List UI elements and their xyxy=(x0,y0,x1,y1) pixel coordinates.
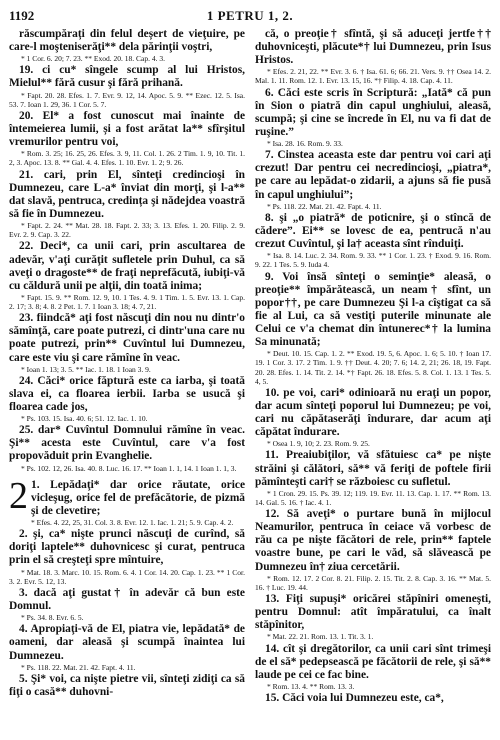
cross-reference: * Ioan 1. 13; 3. 5. ** Iac. 1. 18. 1 Ioan 3. 9. xyxy=(21,364,151,374)
cross-reference: * Osea 1. 9, 10; 2. 23. Rom. 9. 25. xyxy=(267,439,370,449)
verse: 8. şi „o piatră* de poticnire, şi o stîncă de cădere”. Ei** se lovesc de ea, pentrucă n'au crezut Cuvîntul, şi la† aceasta sînt rînduiţi. xyxy=(255,211,491,251)
verse: 24. Căci* orice făptură este ca iarba, şi toată slava ei, ca floarea ierbii. Iarba se usucă şi floarea cade jos, xyxy=(9,374,245,413)
left-verses-chapter-2 xyxy=(9,528,245,699)
right-column xyxy=(255,28,491,705)
cross-reference: * Fapt. 15. 9. ** Rom. 12. 9, 10. 1 Tes. 4. 9. 1 Tim. 1. 5. Evr. 13. 1. Cap. 2. 17; 3. 8; 4. 8. 2 Pet. 1. 7. 1 Ioan 3. 18; 4. 7, 21. xyxy=(9,292,245,312)
verse: 13. Fiţi supuşi* oricărei stăpîniri omeneşti, pentru Domnul: atît împăratului, ca înalt stăpînitor, xyxy=(255,593,491,632)
verse: 9. Voi însă sînteţi o seminţie* aleasă, o preoţie** împărătească, un neam† sfînt, un popor††, pe care Dumnezeu Şi l-a cîştigat ca să fie al Lui, ca să vestiţi puterile minunate ale Celui ce v'a chemat din întunerec*† la lumina Sa minunată; xyxy=(255,270,491,348)
cross-reference: * Ps. 118. 22. Mat. 21. 42. Fapt. 4. 11. xyxy=(21,662,136,672)
verse: 12. Să aveţi* o purtare bună în mijlocul Neamurilor, pentruca în ceiace vă vorbesc de rău ca pe nişte făcători de rele, prin** faptele voastre bune, pe cari le văd, să slăvească pe Dumnezeu în† ziua cercetării. xyxy=(255,508,491,573)
right-verses xyxy=(255,28,491,705)
verse: 4. Apropiaţi-vă de El, piatra vie, lepădată* de oameni, dar aleasă şi scumpă înaintea lui Dumnezeu. xyxy=(9,623,245,662)
chapter-opening-verses xyxy=(31,479,245,528)
cross-reference: * Rom. 13. 4. ** Rom. 13. 3. xyxy=(267,681,355,691)
verse: 7. Cinstea aceasta este dar pentru voi cari aţi crezut! Dar pentru cei necredincioşi, „piatra*, pe care au lepădat-o zidarii, a ajuns să fie pusă în capul unghiului”; xyxy=(255,149,491,201)
left-column xyxy=(9,28,245,705)
chapter-2-start xyxy=(9,474,245,528)
verse: 2. şi, ca* nişte prunci născuţi de curînd, să doriţi laptele** duhovnicesc şi curat, pentruca prin el să creşteţi spre mîntuire, xyxy=(9,528,245,567)
cross-reference: * Ps. 102. 12, 26. Isa. 40. 8. Luc. 16. 17. ** Ioan 1. 1, 14. 1 Ioan 1. 1, 3. xyxy=(21,463,237,473)
cross-reference: * Mat. 22. 21. Rom. 13. 1. Tit. 3. 1. xyxy=(267,632,374,642)
cross-reference: * Ps. 118. 22. Mat. 21. 42. Fapt. 4. 11. xyxy=(267,201,382,211)
cross-reference: * Fapt. 2. 24. ** Mat. 28. 18. Fapt. 2. 33; 3. 13. Efes. 1. 20. Filip. 2. 9. Evr. 2. 9. Cap. 3. 22. xyxy=(9,221,245,240)
text-columns xyxy=(9,28,491,705)
cross-reference: * Ps. 103. 15. Isa. 40. 6; 51. 12. Iac. 1. 10. xyxy=(21,414,148,424)
verse: 19. ci cu* sîngele scump al lui Hristos, Mielul** fără cusur şi fără prihană. xyxy=(9,64,245,90)
cross-reference: * 1 Cor. 6. 20; 7. 23. ** Exod. 20. 18. Cap. 4. 3. xyxy=(21,54,165,64)
verse: că, o preoţie† sfîntă, şi să aduceţi jertfe†† duhovniceşti, plăcute*† lui Dumnezeu, prin Isus Hristos. xyxy=(255,28,491,67)
verse: 3. dacă aţi gustat† în adevăr că bun este Domnul. xyxy=(9,586,245,613)
cross-reference: * Deut. 10. 15. Cap. 1. 2. ** Exod. 19. 5, 6. Apoc. 1. 6; 5. 10. † Ioan 17. 19. 1 Cor. 3. 17. 2 Tim. 1. 9. †† Deut. 4. 20; 7. 6; 14. 2, 21; 26. 18, 19. Fapt. 20. 28. Efes. 1. 14. Tit. 2. 14. *† Fapt. 26. 18. Efes. 5. 8. Col. 1. 13. 1 Tes. 5. 4, 5. xyxy=(255,349,491,386)
verse: 10. pe voi, cari* odinioară nu eraţi un popor, dar acum sînteţi poporul lui Dumnezeu; pe voi, cari nu căpătaserăţi îndurare, dar acum aţi căpătat îndurare. xyxy=(255,386,491,439)
cross-reference: * Ps. 34. 8. Evr. 6. 5. xyxy=(21,613,84,623)
cross-reference: * Mat. 18. 3. Marc. 10. 15. Rom. 6. 4. 1 Cor. 14. 20. Cap. 1. 23. ** 1 Cor. 3. 2. Evr. 5. 12, 13. xyxy=(9,567,245,586)
cross-reference: * Rom. 12. 17. 2 Cor. 8. 21. Filip. 2. 15. Tit. 2. 8. Cap. 3. 16. ** Mat. 5. 16. † Luc. 19. 44. xyxy=(255,573,491,592)
verse: 1. Lepădaţi* dar orice răutate, orice vicleşug, orice fel de prefăcătorie, de pizmă şi de clevetire; xyxy=(31,478,245,517)
cross-reference: * Efes. 4. 22, 25, 31. Col. 3. 8. Evr. 12. 1. Iac. 1. 21; 5. 9. Cap. 4. 2. xyxy=(31,518,234,528)
cross-reference: * Isa. 8. 14. Luc. 2. 34. Rom. 9. 33. ** 1 Cor. 1. 23. † Exod. 9. 16. Rom. 9. 22. 1 Tes. 5. 9. Iuda 4. xyxy=(255,251,491,270)
verse: 23. fiindcă* aţi fost născuţi din nou nu dintr'o sămînţă, care poate putrezi, ci dintr'una care nu poate putrezi, prin** Cuvîntul lui Dumnezeu, care este viu şi care rămîne în veac. xyxy=(9,312,245,364)
cross-reference: * Rom. 3. 25; 16. 25, 26. Efes. 3. 9, 11. Col. 1. 26. 2 Tim. 1. 9, 10. Tit. 1. 2, 3. Apoc. 13. 8. ** Gal. 4. 4. Efes. 1. 10. Evr. 1. 2; 9. 26. xyxy=(9,149,245,168)
verse: 11. Preaiubiţilor, vă sfătuiesc ca* pe nişte străini şi călători, să** vă feriţi de poftele firii pămînteşti cari† se războiesc cu sufletul. xyxy=(255,449,491,488)
verse: 20. El* a fost cunoscut mai înainte de întemeierea lumii, și a fost arătat la** sfîrşitul vremurilor pentru voi, xyxy=(9,109,245,149)
verse: 5. Şi* voi, ca nişte pietre vii, sînteţi zidiţi ca să fiţi o casă** duhovni- xyxy=(9,672,245,698)
verse: 6. Căci este scris în Scriptură: „Iată* că pun în Sion o piatră din capul unghiului, aleasă, scumpă; şi cine se încrede în El, nu va fi dat de ruşine.” xyxy=(255,86,491,138)
page-header xyxy=(9,6,491,26)
page-number: 1192 xyxy=(9,8,35,23)
cross-reference: * 1 Cron. 29. 15. Ps. 39. 12; 119. 19. Evr. 11. 13. Cap. 1. 17. ** Rom. 13. 14. Gal. 5. 16. † Iac. 4. 1. xyxy=(255,488,491,507)
verse: 15. Căci voia lui Dumnezeu este, ca*, xyxy=(265,692,444,705)
verse: 22. Deci*, ca unii cari, prin ascultarea de adevăr, v'aţi curăţit sufletele prin Duhul, ca să aveţi o dragoste** de fraţi neprefăcută, iubiţi-vă cu căldură unii pe alţii, din toată inima; xyxy=(9,240,245,292)
cross-reference: * Fapt. 20. 28. Efes. 1. 7. Evr. 9. 12, 14. Apoc. 5. 9. ** Ezec. 12. 5. Isa. 53. 7. Ioan 1. 29, 36. 1 Cor. 5. 7. xyxy=(9,90,245,109)
cross-reference: * Efes. 2. 21, 22. ** Evr. 3. 6. † Isa. 61. 6; 66. 21. Vers. 9. †† Osea 14. 2. Mal. 1. 11. Rom. 12. 1. Evr. 13. 15, 16. *† Filip. 4. 18. Cap. 4. 11. xyxy=(255,67,491,86)
running-title: 1 PETRU 1, 2. xyxy=(206,8,294,23)
chapter-number: 2 xyxy=(9,474,28,517)
cross-reference: * Isa. 28. 16. Rom. 9. 33. xyxy=(267,139,343,149)
verse: 21. cari, prin El, sînteţi credincioşi în Dumnezeu, care L-a* înviat din morţi, şi l-a** dat slavă, pentruca, credința şi nădejdea voastră să fie în Dumnezeu. xyxy=(9,168,245,220)
verse: 14. cît şi dregătorilor, ca unii cari sînt trimeşi de el să* pedepsească pe făcătorii de rele, şi să** laude pe cei ce fac bine. xyxy=(255,642,491,681)
verse: răscumpărați din felul deșert de vieţuire, pe care-l moşteniserăţi** dela părinţii voştri, xyxy=(9,28,245,54)
left-verses-chapter-1 xyxy=(9,28,245,473)
verse: 25. dar* Cuvîntul Domnului rămîne în veac. Şi** acesta este Cuvîntul, care v'a fost propovăduit prin Evanghelie. xyxy=(9,424,245,463)
